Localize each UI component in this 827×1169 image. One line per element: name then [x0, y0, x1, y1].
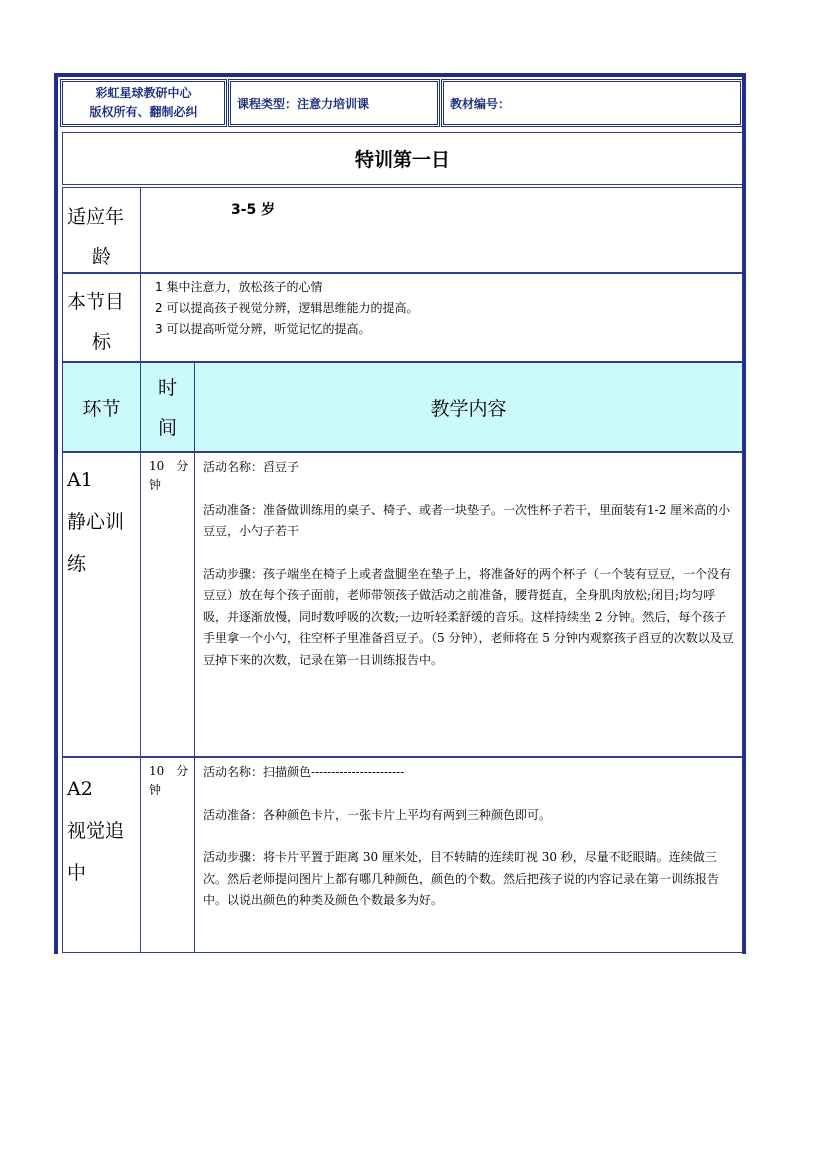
age-value-cell [140, 187, 743, 273]
goal-label-line1: 本节目 [67, 291, 125, 313]
section-a2-preparation: 活动准备：各种颜色卡片，一张卡片上平均有两到三种颜色即可。 [203, 807, 552, 822]
section-a1-time-line2: 钟 [149, 478, 162, 492]
section-a1-name-line2: 练 [67, 553, 87, 575]
section-a1-time-line1: 10 分 [149, 459, 189, 473]
material-no: 教材编号： [450, 96, 511, 111]
section-a2-label-cell [62, 757, 141, 953]
section-a2-name-line2: 中 [67, 862, 87, 884]
head-content: 教学内容 [430, 397, 507, 420]
goal-item-1: 1 集中注意力，放松孩子的心情 [155, 280, 323, 294]
head-section-cell [62, 362, 141, 452]
section-a2-name-line1: 视觉追 [67, 820, 125, 842]
section-a1-code: A1 [67, 469, 93, 491]
head-time-line2: 间 [157, 417, 177, 439]
course-type: 课程类型：注意力培训课 [237, 96, 370, 111]
head-content-cell [194, 362, 743, 452]
section-a2-time-line1: 10 分 [149, 764, 189, 778]
material-no-cell [443, 81, 741, 125]
age-label-line1: 适应年 [67, 206, 125, 228]
age-label-cell [62, 187, 141, 273]
section-a1-preparation: 活动准备：准备做训练用的桌子、椅子、或者一块垫子。一次性杯子若干，里面装有1-2 厘米高的小豆豆，小勺子若干 [203, 502, 731, 538]
page-title: 特训第一日 [354, 149, 450, 171]
goal-item-2: 2 可以提高孩子视觉分辨，逻辑思维能力的提高。 [155, 301, 419, 315]
section-a2-code: A2 [67, 778, 93, 800]
age-value: 3-5 岁 [231, 202, 276, 218]
section-a1-name-line1: 静心训 [67, 511, 125, 533]
org-cell [62, 81, 225, 125]
section-a1-steps: 活动步骤：孩子端坐在椅子上或者盘腿坐在垫子上，将准备好的两个杯子（一个装有豆豆，一个没有豆豆）放在每个孩子面前，老师带领孩子做活动之前准备，腰背挺直，全身肌肉放松;闭目;均匀呼吸，并逐渐放慢，同时数呼吸的次数;一边听轻柔舒缓的音乐。这样持续坐 2 分钟。然后，每个孩子手里拿一个小勺，往空杯子里准备舀豆子。（5 分钟），老师将在 5 分钟内观察孩子舀豆的次数以及豆豆掉下来的次数，记录在第一日训练报告中。 [203, 566, 734, 667]
section-a2-steps: 活动步骤：将卡片平置于距离 30 厘米处，目不转睛的连续盯视 30 秒，尽量不眨眼睛。连续做三次。然后老师提问图片上都有哪几种颜色，颜色的个数。然后把孩子说的内容记录在第一训练报告中。以说出颜色的种类及颜色个数最多为好。 [203, 850, 720, 907]
course-type-cell [230, 81, 438, 125]
section-a1-label-cell [62, 452, 141, 757]
section-a2-time-cell [140, 757, 195, 953]
goal-label-line2: 标 [92, 331, 112, 353]
section-a2-time-line2: 钟 [149, 783, 162, 797]
section-a2-activity-name: 活动名称：扫描颜色----------------------- [203, 765, 405, 779]
goal-items-cell [140, 273, 743, 362]
org-line1: 彩虹星球教研中心 [95, 86, 192, 100]
goal-label-cell [62, 273, 141, 362]
title-cell [62, 132, 743, 185]
section-a1-time-cell [140, 452, 195, 757]
section-a1-content-cell [194, 452, 743, 757]
org-line2: 版权所有、翻制必纠 [89, 105, 198, 119]
age-label-line2: 龄 [92, 246, 112, 268]
head-time-line1: 时 [157, 377, 177, 399]
head-time-cell [140, 362, 195, 452]
section-a1-activity-name: 活动名称：舀豆子 [203, 460, 300, 474]
head-section: 环节 [82, 397, 121, 420]
section-a2-content-cell [194, 757, 743, 953]
goal-item-3: 3 可以提高听觉分辨，听觉记忆的提高。 [155, 322, 371, 336]
